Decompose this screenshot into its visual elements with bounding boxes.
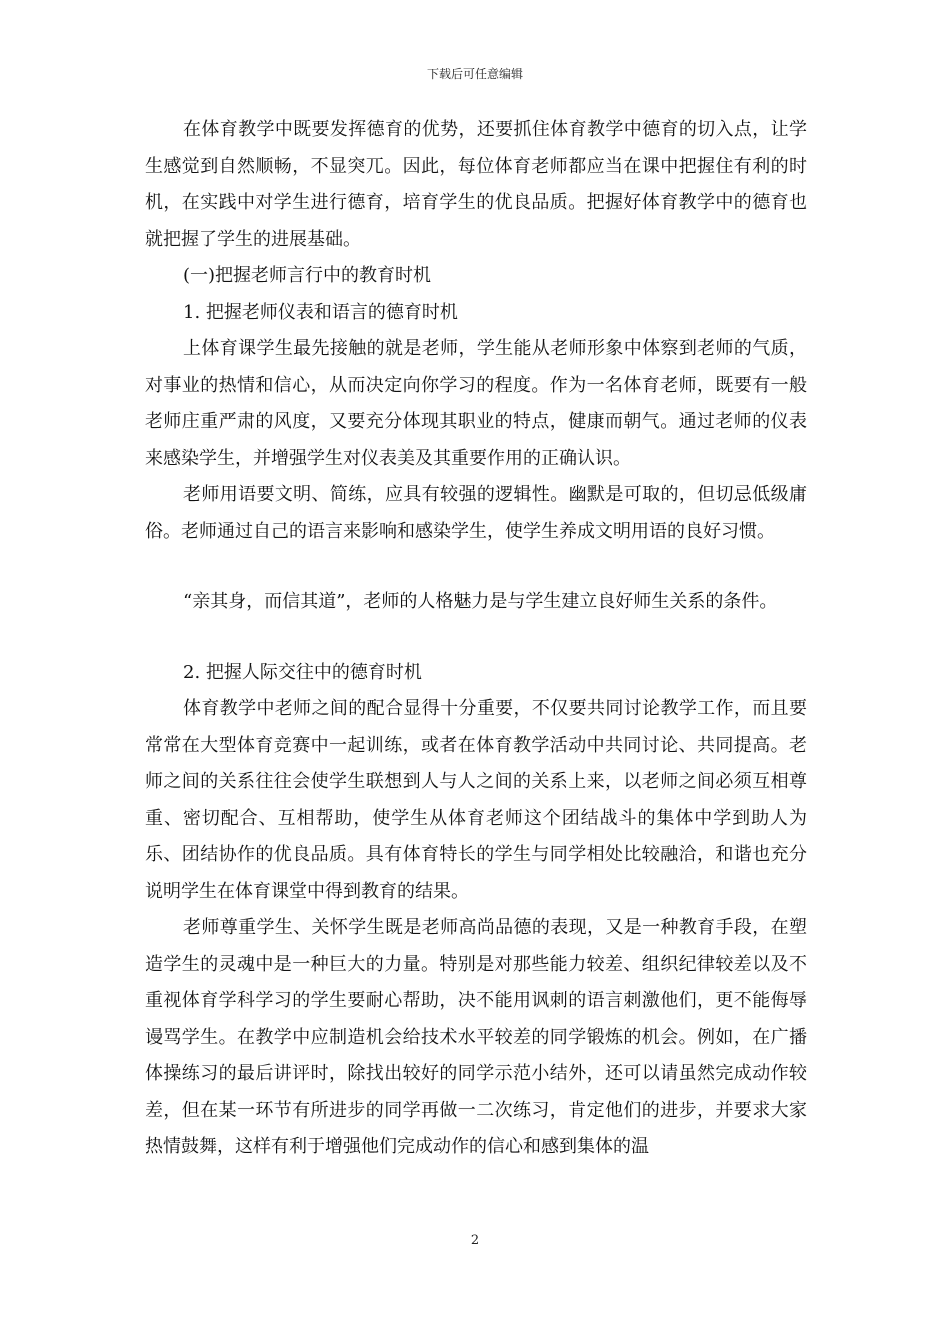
subheading-appearance-language: 1. 把握老师仪表和语言的德育时机 [183,301,458,323]
paragraph-teacher-language: 老师用语要文明、简练，应具有较强的逻辑性。幽默是可取的，但切忌低级庸俗。老师通过自己的语言来影响和感染学生，使学生养成文明用语的良好习惯。 [145,484,807,542]
document-body [145,112,807,1166]
paragraph-teacher-cooperation: 体育教学中老师之间的配合显得十分重要，不仅要共同讨论教学工作，而且要常常在大型体育竞赛中一起训练，或者在体育教学活动中共同讨论、共同提高。老师之间的关系往往会使学生联想到人与人之间的关系上来，以老师之间必须互相尊重、密切配合、互相帮助，使学生从体育老师这个团结战斗的集体中学到助人为乐、团结协作的优良品质。具有体育特长的学生与同学相处比较融洽，和谐也充分说明学生在体育课堂中得到教育的结果。 [145,698,807,902]
subheading-interpersonal: 2. 把握人际交往中的德育时机 [183,661,422,683]
paragraph-moral-education-intro: 在体育教学中既要发挥德育的优势，还要抓住体育教学中德育的切入点，让学生感觉到自然顺畅，不显突兀。因此，每位体育老师都应当在课中把握住有利的时机，在实践中对学生进行德育，培育学生的优良品质。把握好体育教学中的德育也就把握了学生的进展基础。 [145,119,807,250]
header-note: 下载后可任意编辑 [426,67,523,81]
page-number: 2 [470,1233,480,1248]
paragraph-respect-students: 老师尊重学生、关怀学生既是老师高尚品德的表现，又是一种教育手段，在塑造学生的灵魂中是一种巨大的力量。特别是对那些能力较差、组织纪律较差以及不重视体育学科学习的学生要耐心帮助，决不能用讽刺的语言刺激他们，更不能侮辱谩骂学生。在教学中应制造机会给技术水平较差的同学锻炼的机会。例如，在广播体操练习的最后讲评时，除找出较好的同学示范小结外，还可以请虽然完成动作较差，但在某一环节有所进步的同学再做一二次练习，肯定他们的进步，并要求大家热情鼓舞，这样有利于增强他们完成动作的信心和感到集体的温 [145,917,807,1157]
section-heading-teacher-conduct: (一)把握老师言行中的教育时机 [183,265,432,286]
paragraph-personal-charm: “亲其身，而信其道”，老师的人格魅力是与学生建立良好师生关系的条件。 [183,591,778,612]
paragraph-gap [145,621,807,655]
paragraph-teacher-appearance: 上体育课学生最先接触的就是老师，学生能从老师形象中体察到老师的气质，对事业的热情和信心，从而决定向你学习的程度。作为一名体育老师，既要有一般老师庄重严肃的风度，又要充分体现其职业的特点，健康而朝气。通过老师的仪表来感染学生，并增强学生对仪表美及其重要作用的正确认识。 [145,338,807,469]
paragraph-gap [145,550,807,584]
